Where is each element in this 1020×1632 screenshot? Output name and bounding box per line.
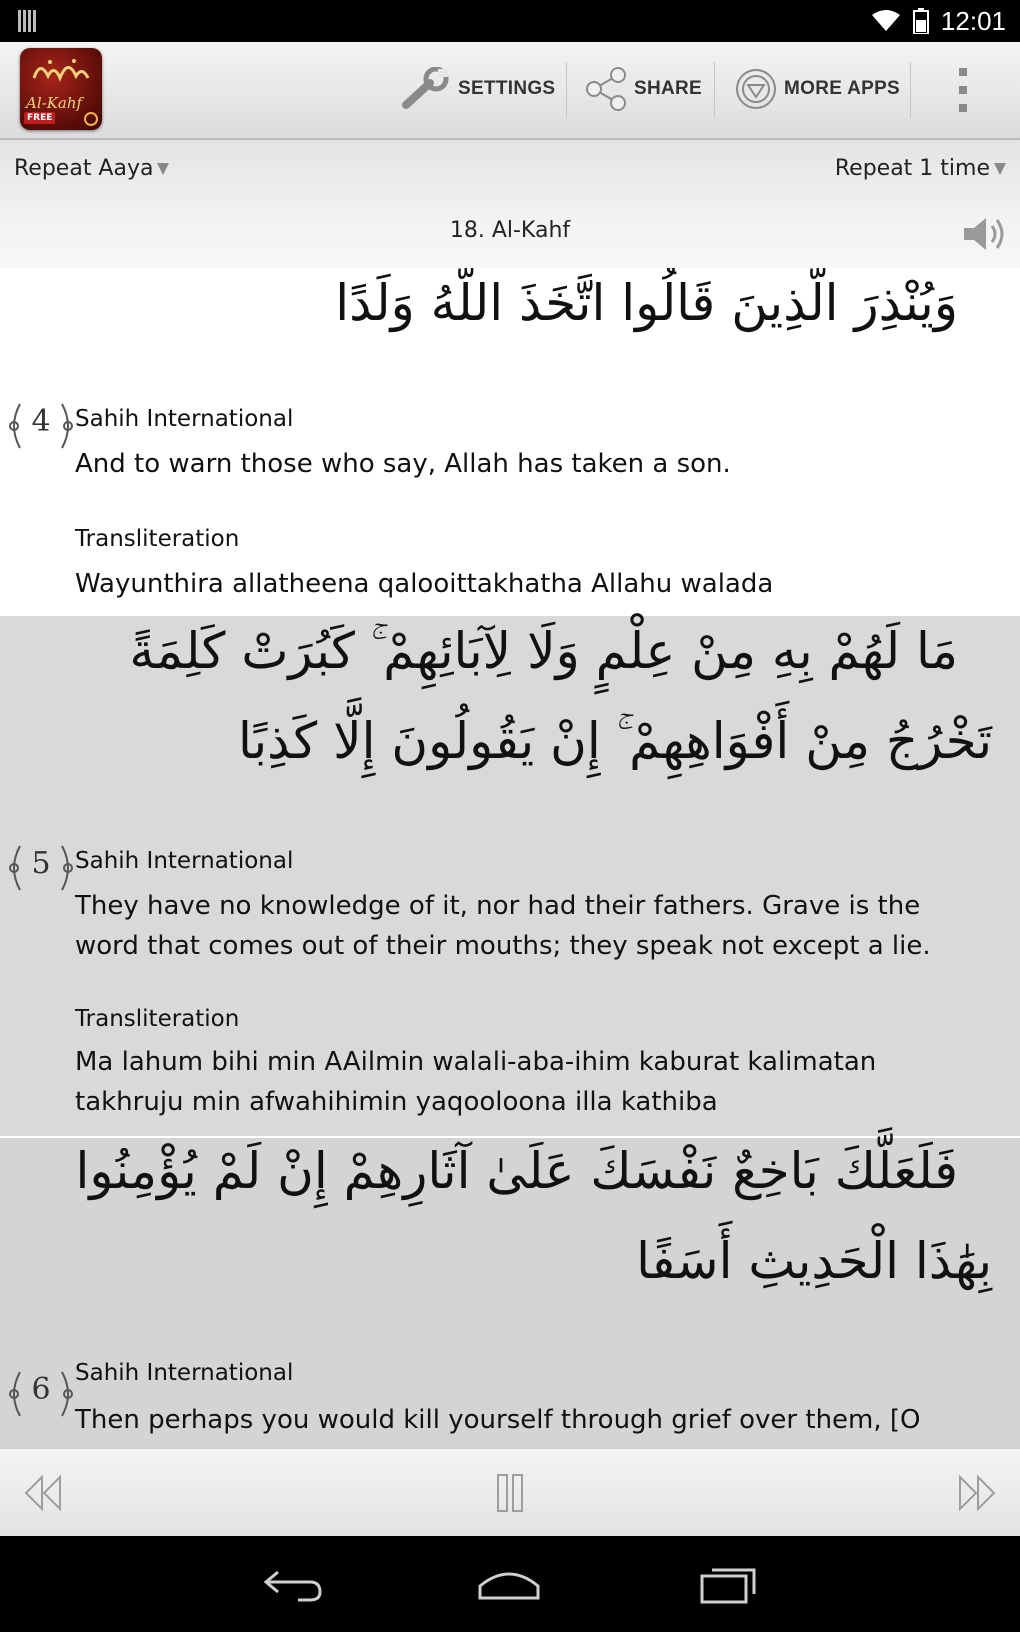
transliteration-label: Transliteration <box>75 526 240 552</box>
playback-controls <box>0 140 1020 268</box>
transliteration-line-2: takhruju min afwahihimin yaqooloona illa kathiba <box>75 1087 718 1117</box>
pause-icon[interactable] <box>486 1469 534 1517</box>
translation-line-1: They have no knowledge of it, nor had their fathers. Grave is the <box>75 891 921 921</box>
ayah-number: 6 <box>31 1372 51 1407</box>
translation-text: Then perhaps you would kill yourself through grief over them, [O <box>75 1405 921 1435</box>
translation-label: Sahih International <box>75 406 294 432</box>
back-icon[interactable] <box>258 1558 328 1610</box>
repeat-count-dropdown[interactable] <box>835 156 1006 181</box>
share-label: SHARE <box>634 78 703 99</box>
overflow-menu-icon[interactable] <box>958 68 968 112</box>
translation-label: Sahih International <box>75 1360 294 1386</box>
transliteration-text: Wayunthira allatheena qalooittakhatha Allahu walada <box>75 569 774 599</box>
battery-icon <box>913 8 929 34</box>
transliteration-line-1: Ma lahum bihi min AAilmin walali-aba-ihim kaburat kalimatan <box>75 1047 877 1077</box>
arabic-calligraphy-icon <box>30 56 92 86</box>
status-time: 12:01 <box>940 5 1006 36</box>
ayah-item[interactable] <box>0 268 1020 616</box>
wrench-icon <box>400 67 452 111</box>
ayah-list <box>0 268 1020 1448</box>
wifi-icon <box>871 9 901 33</box>
system-nav-bar <box>0 1536 1020 1632</box>
status-bar <box>0 0 1020 42</box>
repeat-count-value: Repeat 1 time <box>834 156 990 181</box>
ayah-item[interactable] <box>0 1138 1020 1448</box>
ayah-number-marker <box>6 1366 76 1422</box>
more-apps-icon <box>734 67 778 111</box>
settings-label: SETTINGS <box>458 78 556 99</box>
repeat-mode-value: Repeat Aaya <box>14 156 154 181</box>
arabic-text: فَلَعَلَّكَ بَاخِعٌ نَفْسَكَ عَلَىٰ آثَارِهِمْ إِنْ لَمْ يُؤْمِنُوا <box>75 1142 958 1200</box>
divider <box>714 62 715 118</box>
ayah-number: 4 <box>31 404 51 439</box>
arabic-text: بِهَٰذَا الْحَدِيثِ أَسَفًا <box>636 1232 992 1290</box>
speaker-icon[interactable] <box>962 214 1008 254</box>
transliteration-label: Transliteration <box>75 1006 240 1032</box>
ayah-number: 5 <box>31 846 51 881</box>
ayah-number-marker <box>6 840 76 896</box>
settings-button[interactable] <box>400 56 555 122</box>
previous-icon[interactable] <box>18 1469 66 1517</box>
repeat-mode-dropdown[interactable] <box>14 156 169 181</box>
arabic-text: مَا لَهُمْ بِهِ مِنْ عِلْمٍ وَلَا لِآبَائِهِمْ ۚ كَبُرَتْ كَلِمَةً <box>129 622 958 680</box>
ayah-number-marker <box>6 398 76 454</box>
dropdown-arrow-icon <box>157 163 169 175</box>
divider <box>566 62 567 118</box>
share-icon <box>584 67 628 111</box>
recent-apps-icon[interactable] <box>694 1558 764 1610</box>
notification-icon <box>18 10 40 32</box>
ring-icon <box>84 112 98 126</box>
dropdown-arrow-icon <box>994 163 1006 175</box>
free-badge: FREE <box>24 112 55 124</box>
share-button[interactable] <box>584 56 702 122</box>
app-logo-icon[interactable] <box>20 48 102 130</box>
more-apps-button[interactable] <box>734 56 900 122</box>
ayah-item[interactable] <box>0 616 1020 1136</box>
app-logo-text: Al-Kahf <box>26 94 83 112</box>
home-icon[interactable] <box>474 1558 544 1610</box>
more-apps-label: MORE APPS <box>784 78 901 99</box>
arabic-text: وَيُنْذِرَ الَّذِينَ قَالُوا اتَّخَذَ اللَّهُ وَلَدًا <box>335 274 958 332</box>
translation-line-2: word that comes out of their mouths; they speak not except a lie. <box>75 931 931 961</box>
translation-text: And to warn those who say, Allah has taken a son. <box>75 449 731 479</box>
action-bar <box>0 42 1020 140</box>
arabic-text: تَخْرُجُ مِنْ أَفْوَاهِهِمْ ۚ إِنْ يَقُولُونَ إِلَّا كَذِبًا <box>237 712 992 770</box>
audio-player-bar <box>0 1448 1020 1537</box>
surah-title: 18. Al-Kahf <box>449 218 571 243</box>
next-icon[interactable] <box>954 1469 1002 1517</box>
divider <box>910 62 911 118</box>
translation-label: Sahih International <box>75 848 294 874</box>
